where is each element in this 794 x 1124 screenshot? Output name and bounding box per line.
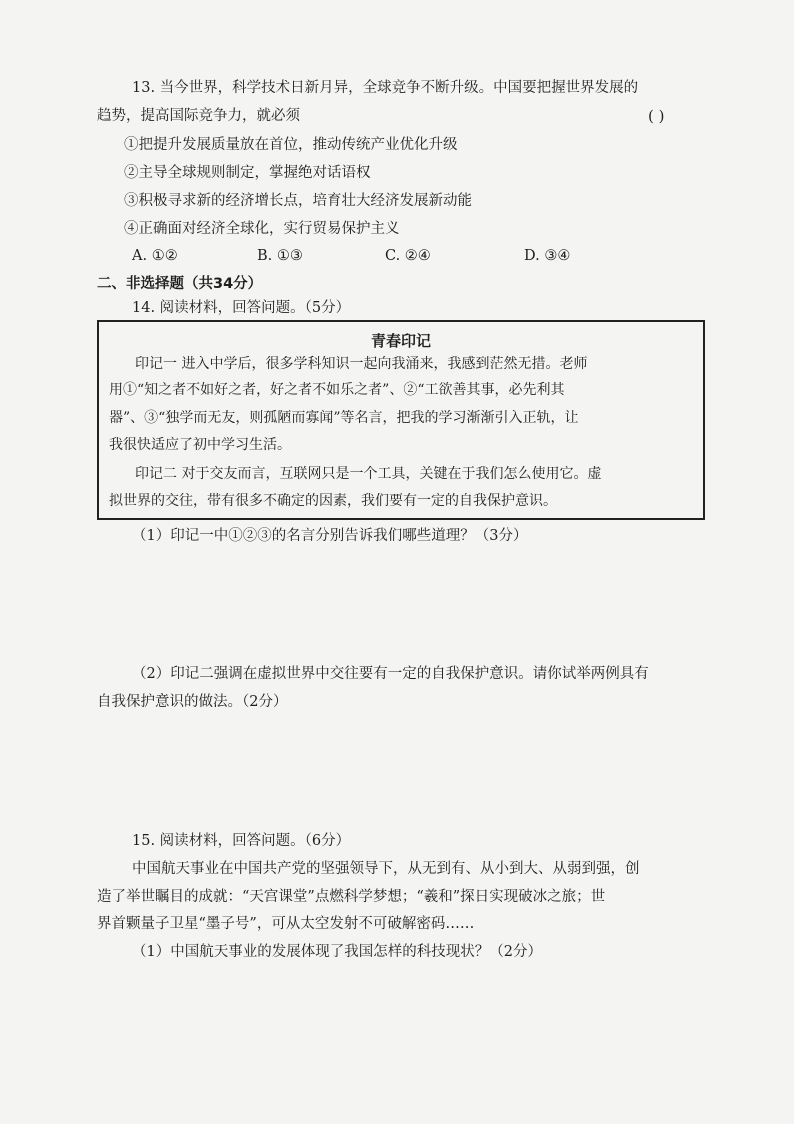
q13-options: [132, 246, 602, 266]
q15-stem: 15. 阅读材料，回答问题。（6分）: [132, 833, 351, 849]
q14-material-line-5: 印记二 对于交友而言，互联网只是一个工具，关键在于我们怎么使用它。虚: [135, 466, 602, 482]
q13-answer-bracket: ( ): [648, 107, 665, 125]
q15-material-line-1: 中国航天事业在中国共产党的坚强领导下，从无到有、从小到大、从弱到强，创: [132, 861, 640, 877]
q15-material-line-3: 界首颗量子卫星“墨子号”，可从太空发射不可破解密码……: [97, 916, 475, 932]
q14-material-title: 青春印记: [370, 332, 431, 350]
q14-material-line-2: 用①“知之者不如好之者，好之者不如乐之者”、②“工欲善其事，必先利其: [109, 382, 565, 398]
q14-material-box: [97, 320, 705, 520]
q13-item-4: ④正确面对经济全球化，实行贸易保护主义: [124, 221, 400, 237]
q14-material-line-1: 印记一 进入中学后，很多学科知识一起向我涌来，我感到茫然无措。老师: [135, 356, 588, 372]
q14-sub-question-2-line1: （2）印记二强调在虚拟世界中交往要有一定的自我保护意识。请你试举两例具有: [132, 666, 649, 682]
q13-stem-line2: 趋势，提高国际竞争力，就必须: [97, 108, 300, 124]
q14-stem: 14. 阅读材料，回答问题。（5分）: [132, 300, 351, 316]
q14-sub-question-1: （1）印记一中①②③的名言分别告诉我们哪些道理？（3分）: [132, 528, 528, 544]
q14-material-line-3: 器”、③“独学而无友，则孤陋而寡闻”等名言，把我的学习渐渐引入正轨，让: [109, 410, 579, 426]
q15-material-line-2: 造了举世瞩目的成就：“天宫课堂”点燃科学梦想；“羲和”探日实现破冰之旅；世: [97, 889, 606, 905]
q14-sub-question-2-line2: 自我保护意识的做法。（2分）: [97, 694, 288, 710]
q13-option-a: A. ①②: [132, 248, 178, 264]
q13-item-1: ①把提升发展质量放在首位，推动传统产业优化升级: [124, 137, 458, 153]
q13-option-d: D. ③④: [524, 248, 571, 264]
q13-item-2: ②主导全球规则制定，掌握绝对话语权: [124, 165, 371, 181]
q15-sub-question-1: （1）中国航天事业的发展体现了我国怎样的科技现状？（2分）: [132, 944, 542, 960]
q13-option-c: C. ②④: [385, 248, 431, 264]
q14-material-line-6: 拟世界的交往，带有很多不确定的因素，我们要有一定的自我保护意识。: [109, 493, 557, 509]
section-2-title: 二、非选择题（共34分）: [97, 276, 263, 292]
q14-material-line-4: 我很快适应了初中学习生活。: [109, 437, 291, 453]
q13-stem-line1: 13. 当今世界，科学技术日新月异，全球竞争不断升级。中国要把握世界发展的: [132, 80, 639, 96]
q13-option-b: B. ①③: [257, 248, 303, 264]
q13-item-3: ③积极寻求新的经济增长点，培育壮大经济发展新动能: [124, 193, 472, 209]
